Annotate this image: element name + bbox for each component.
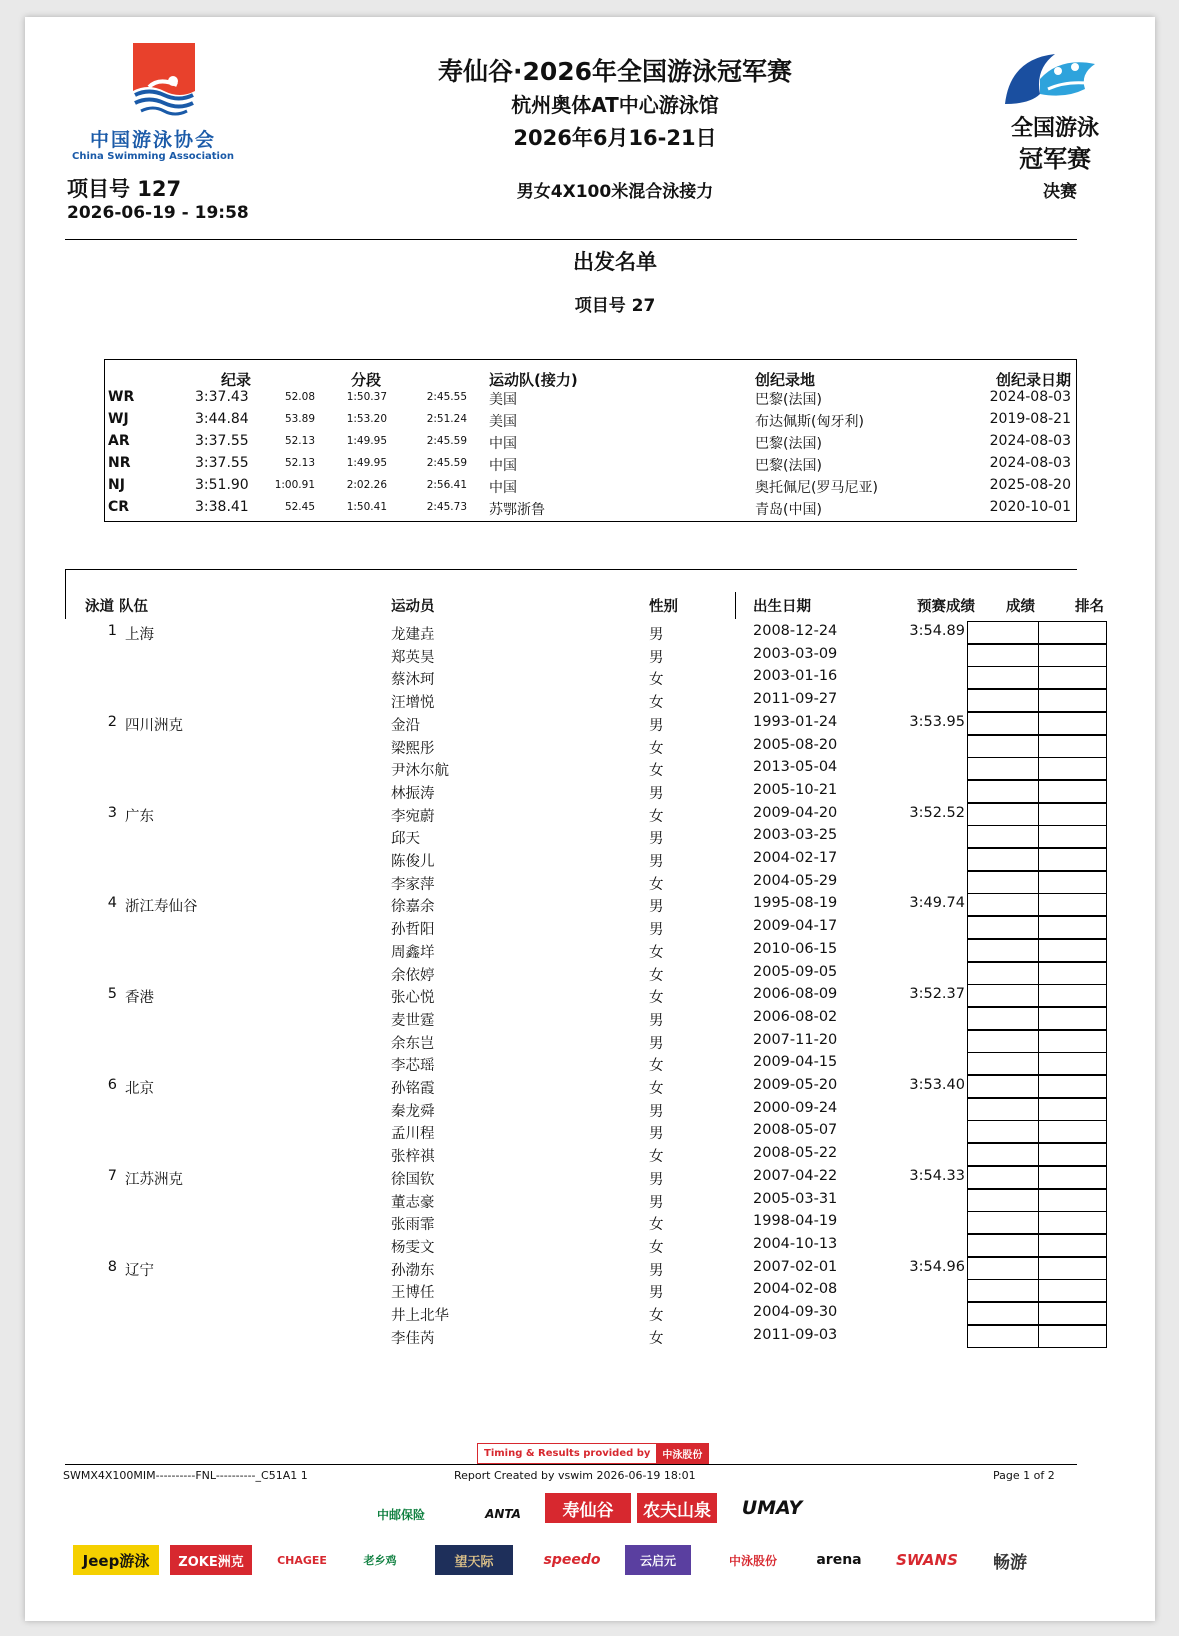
csa-logo bbox=[63, 43, 243, 183]
athlete-name: 张雨霏 bbox=[391, 1217, 435, 1233]
athlete-birth: 2008-05-07 bbox=[753, 1122, 838, 1138]
sponsor-speedo: speedo bbox=[543, 1552, 601, 1568]
result-rank-box bbox=[967, 1211, 1107, 1234]
athlete-birth: 2007-11-20 bbox=[753, 1032, 838, 1048]
athlete-gender: 男 bbox=[649, 899, 664, 915]
athlete-name: 梁熙彤 bbox=[391, 741, 435, 757]
athlete-gender: 男 bbox=[649, 831, 664, 847]
athlete-gender: 女 bbox=[649, 1240, 664, 1256]
result-rank-box bbox=[967, 780, 1107, 803]
championship-logo bbox=[995, 49, 1115, 179]
sponsor-arena: arena bbox=[816, 1552, 862, 1568]
athlete-name: 汪增悦 bbox=[391, 695, 435, 711]
sponsor-shouxiangu: 寿仙谷 bbox=[545, 1493, 631, 1523]
timing-badge bbox=[477, 1443, 709, 1464]
record-team: 中国 bbox=[489, 480, 517, 496]
start-list-page bbox=[25, 17, 1155, 1621]
athlete-name: 徐嘉余 bbox=[391, 899, 435, 915]
athlete-gender: 女 bbox=[649, 1149, 664, 1165]
record-code: NJ bbox=[108, 477, 125, 493]
record-time: 3:37.43 bbox=[195, 389, 249, 405]
records-header-record: 纪录 bbox=[221, 371, 252, 389]
sponsor-zoke: ZOKE洲克 bbox=[170, 1545, 252, 1575]
athlete-birth: 2004-02-08 bbox=[753, 1281, 838, 1297]
result-rank-box bbox=[967, 1189, 1107, 1212]
sponsor-yunqiyuan: 云启元 bbox=[625, 1545, 691, 1575]
team-name: 江苏洲克 bbox=[125, 1172, 183, 1188]
athlete-birth: 2005-08-20 bbox=[753, 737, 838, 753]
athlete-gender: 男 bbox=[649, 854, 664, 870]
athlete-birth: 1995-08-19 bbox=[753, 895, 838, 911]
record-split-3: 2:45.73 bbox=[426, 501, 467, 513]
seed-time: 3:52.52 bbox=[909, 805, 965, 821]
entries-header-birth: 出生日期 bbox=[753, 599, 811, 615]
athlete-name: 张心悦 bbox=[391, 990, 435, 1006]
athlete-name: 蔡沐珂 bbox=[391, 672, 435, 688]
meet-dates: 2026年6月16-21日 bbox=[513, 126, 717, 150]
sponsor-laoxiangji: 老乡鸡 bbox=[363, 1554, 397, 1567]
athlete-name: 林振涛 bbox=[391, 786, 435, 802]
athlete-name: 秦龙舜 bbox=[391, 1104, 435, 1120]
athlete-name: 李宛蔚 bbox=[391, 809, 435, 825]
record-team: 中国 bbox=[489, 436, 517, 452]
record-place: 巴黎(法国) bbox=[755, 436, 822, 452]
athlete-name: 孙渤东 bbox=[391, 1263, 435, 1279]
athlete-name: 郑英昊 bbox=[391, 650, 435, 666]
athlete-birth: 2011-09-27 bbox=[753, 691, 838, 707]
record-split-1: 52.45 bbox=[284, 501, 315, 513]
athlete-gender: 男 bbox=[649, 922, 664, 938]
lane-number: 6 bbox=[107, 1077, 117, 1093]
athlete-birth: 2010-06-15 bbox=[753, 941, 838, 957]
record-place: 布达佩斯(匈牙利) bbox=[755, 414, 864, 430]
athlete-name: 金沿 bbox=[391, 718, 420, 734]
athlete-birth: 2009-04-20 bbox=[753, 805, 838, 821]
team-name: 浙江寿仙谷 bbox=[125, 899, 198, 915]
athlete-gender: 女 bbox=[649, 990, 664, 1006]
athlete-name: 李佳芮 bbox=[391, 1331, 435, 1347]
record-time: 3:37.55 bbox=[195, 433, 249, 449]
athlete-gender: 女 bbox=[649, 1308, 664, 1324]
entries-header-lane-team: 泳道 队伍 bbox=[85, 599, 149, 615]
lane-number: 5 bbox=[107, 986, 117, 1002]
athlete-birth: 2009-04-15 bbox=[753, 1054, 838, 1070]
result-rank-box bbox=[967, 712, 1107, 735]
entries-header-gender: 性别 bbox=[649, 599, 678, 615]
result-rank-box bbox=[967, 1075, 1107, 1098]
result-rank-box bbox=[967, 1325, 1107, 1348]
record-date: 2020-10-01 bbox=[989, 499, 1071, 515]
athlete-gender: 女 bbox=[649, 1331, 664, 1347]
result-rank-box bbox=[967, 871, 1107, 894]
record-code: WR bbox=[108, 389, 135, 405]
athlete-birth: 2003-01-16 bbox=[753, 668, 838, 684]
seed-time: 3:54.33 bbox=[909, 1168, 965, 1184]
team-name: 广东 bbox=[125, 809, 154, 825]
lane-number: 1 bbox=[107, 623, 117, 639]
lane-number: 4 bbox=[107, 895, 117, 911]
result-rank-box bbox=[967, 1098, 1107, 1121]
athlete-gender: 女 bbox=[649, 1217, 664, 1233]
athlete-name: 孙铭霞 bbox=[391, 1081, 435, 1097]
result-rank-box bbox=[967, 621, 1107, 644]
result-rank-box bbox=[967, 984, 1107, 1007]
record-split-1: 52.13 bbox=[284, 435, 315, 447]
record-split-1: 52.08 bbox=[284, 391, 315, 403]
event-round: 决赛 bbox=[1043, 182, 1077, 202]
record-split-2: 1:49.95 bbox=[346, 435, 387, 447]
athlete-name: 尹沐尔航 bbox=[391, 763, 449, 779]
athlete-birth: 1993-01-24 bbox=[753, 714, 838, 730]
sponsor-zhongyong: 中泳股份 bbox=[728, 1553, 777, 1568]
record-split-3: 2:45.59 bbox=[426, 435, 467, 447]
list-subtitle: 项目号 27 bbox=[574, 296, 656, 316]
result-rank-box bbox=[967, 1257, 1107, 1280]
athlete-birth: 2011-09-03 bbox=[753, 1327, 838, 1343]
result-rank-box bbox=[967, 644, 1107, 667]
athlete-gender: 女 bbox=[649, 672, 664, 688]
record-time: 3:44.84 bbox=[195, 411, 249, 427]
athlete-name: 杨雯文 bbox=[391, 1240, 435, 1256]
entries-header-result: 成绩 bbox=[1006, 599, 1035, 615]
athlete-name: 张梓祺 bbox=[391, 1149, 435, 1165]
record-date: 2024-08-03 bbox=[989, 433, 1071, 449]
seed-time: 3:54.89 bbox=[909, 623, 965, 639]
lane-number: 7 bbox=[107, 1168, 117, 1184]
athlete-name: 周鑫垟 bbox=[391, 945, 435, 961]
record-date: 2025-08-20 bbox=[989, 477, 1071, 493]
record-date: 2024-08-03 bbox=[989, 455, 1071, 471]
result-rank-box bbox=[967, 848, 1107, 871]
meet-title: 寿仙谷·2026年全国游泳冠军赛 bbox=[437, 57, 793, 86]
athlete-gender: 男 bbox=[649, 1126, 664, 1142]
record-time: 3:51.90 bbox=[195, 477, 249, 493]
record-date: 2019-08-21 bbox=[989, 411, 1071, 427]
athlete-gender: 女 bbox=[649, 695, 664, 711]
entries-header-divider bbox=[735, 592, 736, 619]
record-place: 奥托佩尼(罗马尼亚) bbox=[755, 480, 878, 496]
csa-emblem-icon bbox=[133, 43, 195, 118]
athlete-birth: 2003-03-09 bbox=[753, 646, 838, 662]
seed-time: 3:54.96 bbox=[909, 1259, 965, 1275]
athlete-gender: 女 bbox=[649, 1058, 664, 1074]
result-rank-box bbox=[967, 1143, 1107, 1166]
list-title: 出发名单 bbox=[573, 250, 657, 274]
athlete-name: 陈俊儿 bbox=[391, 854, 435, 870]
athlete-birth: 2004-10-13 bbox=[753, 1236, 838, 1252]
entries-header-athlete: 运动员 bbox=[391, 599, 435, 615]
record-date: 2024-08-03 bbox=[989, 389, 1071, 405]
result-rank-box bbox=[967, 1234, 1107, 1257]
sponsor-chagee: CHAGEE bbox=[277, 1553, 327, 1567]
result-rank-box bbox=[967, 757, 1107, 780]
result-rank-box bbox=[967, 1302, 1107, 1325]
record-code: AR bbox=[108, 433, 130, 449]
athlete-gender: 男 bbox=[649, 1195, 664, 1211]
championship-name-2: 冠军赛 bbox=[1019, 145, 1091, 173]
result-rank-box bbox=[967, 1052, 1107, 1075]
record-split-1: 53.89 bbox=[284, 413, 315, 425]
record-time: 3:37.55 bbox=[195, 455, 249, 471]
wave-logo-icon bbox=[1000, 49, 1110, 109]
athlete-name: 李芯瑶 bbox=[391, 1058, 435, 1074]
record-split-3: 2:56.41 bbox=[426, 479, 467, 491]
lane-number: 2 bbox=[107, 714, 117, 730]
athlete-birth: 2007-04-22 bbox=[753, 1168, 838, 1184]
athlete-birth: 2008-12-24 bbox=[753, 623, 838, 639]
record-team: 美国 bbox=[489, 414, 517, 430]
result-rank-box bbox=[967, 666, 1107, 689]
athlete-gender: 女 bbox=[649, 1081, 664, 1097]
athlete-birth: 2000-09-24 bbox=[753, 1100, 838, 1116]
result-rank-box bbox=[967, 1120, 1107, 1143]
team-name: 上海 bbox=[125, 627, 154, 643]
championship-name-1: 全国游泳 bbox=[1010, 116, 1099, 141]
seed-time: 3:53.95 bbox=[909, 714, 965, 730]
result-rank-box bbox=[967, 803, 1107, 826]
sponsor-swans: SWANS bbox=[896, 1551, 958, 1569]
team-name: 北京 bbox=[125, 1081, 154, 1097]
result-rank-box bbox=[967, 1279, 1107, 1302]
records-header-place: 创纪录地 bbox=[755, 371, 816, 389]
entries-left-rule bbox=[65, 569, 66, 619]
athlete-birth: 2009-04-17 bbox=[753, 918, 838, 934]
seed-time: 3:53.40 bbox=[909, 1077, 965, 1093]
athlete-gender: 男 bbox=[649, 1104, 664, 1120]
records-header-splits: 分段 bbox=[351, 371, 382, 389]
athlete-gender: 女 bbox=[649, 968, 664, 984]
record-split-1: 52.13 bbox=[284, 457, 315, 469]
athlete-gender: 女 bbox=[649, 741, 664, 757]
athlete-gender: 男 bbox=[649, 718, 664, 734]
athlete-birth: 2013-05-04 bbox=[753, 759, 838, 775]
athlete-gender: 女 bbox=[649, 809, 664, 825]
athlete-birth: 2006-08-02 bbox=[753, 1009, 838, 1025]
record-split-3: 2:51.24 bbox=[426, 413, 467, 425]
record-place: 巴黎(法国) bbox=[755, 392, 822, 408]
record-split-2: 1:50.37 bbox=[346, 391, 387, 403]
record-place: 青岛(中国) bbox=[755, 502, 822, 518]
lane-number: 3 bbox=[107, 805, 117, 821]
team-name: 香港 bbox=[125, 990, 154, 1006]
footer-code: SWMX4X100MIM----------FNL----------_C51A1 1 bbox=[63, 1469, 308, 1482]
record-code: NR bbox=[108, 455, 131, 471]
result-rank-box bbox=[967, 962, 1107, 985]
athlete-name: 麦世霆 bbox=[391, 1013, 435, 1029]
athlete-birth: 2006-08-09 bbox=[753, 986, 838, 1002]
csa-name-cn: 中国游泳协会 bbox=[89, 129, 216, 151]
athlete-name: 余依婷 bbox=[391, 968, 435, 984]
event-number: 项目号 127 bbox=[67, 177, 182, 201]
record-split-2: 2:02.26 bbox=[346, 479, 387, 491]
event-name: 男女4X100米混合泳接力 bbox=[516, 182, 714, 202]
athlete-birth: 2004-09-30 bbox=[753, 1304, 838, 1320]
sponsor-wangtianji: 望天际 bbox=[435, 1545, 513, 1575]
athlete-name: 孟川程 bbox=[391, 1126, 435, 1142]
team-name: 四川洲克 bbox=[125, 718, 183, 734]
athlete-name: 余东岂 bbox=[391, 1036, 435, 1052]
result-rank-box bbox=[967, 825, 1107, 848]
athlete-birth: 2009-05-20 bbox=[753, 1077, 838, 1093]
entries-header-seed: 预赛成绩 bbox=[917, 599, 975, 615]
athlete-name: 李家萍 bbox=[391, 877, 435, 893]
result-rank-box bbox=[967, 1166, 1107, 1189]
team-name: 辽宁 bbox=[125, 1263, 154, 1279]
athlete-birth: 2008-05-22 bbox=[753, 1145, 838, 1161]
athlete-gender: 男 bbox=[649, 627, 664, 643]
athlete-gender: 女 bbox=[649, 763, 664, 779]
sponsor-changyou: 畅游 bbox=[993, 1552, 1027, 1573]
athlete-birth: 2003-03-25 bbox=[753, 827, 838, 843]
seed-time: 3:49.74 bbox=[909, 895, 965, 911]
athlete-gender: 女 bbox=[649, 945, 664, 961]
record-split-2: 1:50.41 bbox=[346, 501, 387, 513]
athlete-birth: 2007-02-01 bbox=[753, 1259, 838, 1275]
result-rank-box bbox=[967, 689, 1107, 712]
athlete-gender: 男 bbox=[649, 1263, 664, 1279]
athlete-name: 王博任 bbox=[391, 1285, 435, 1301]
athlete-name: 徐国钦 bbox=[391, 1172, 435, 1188]
athlete-gender: 女 bbox=[649, 877, 664, 893]
record-team: 苏鄂浙鲁 bbox=[489, 502, 545, 518]
athlete-name: 井上北华 bbox=[391, 1308, 449, 1324]
result-rank-box bbox=[967, 1030, 1107, 1053]
csa-name-en: China Swimming Association bbox=[72, 151, 234, 162]
record-place: 巴黎(法国) bbox=[755, 458, 822, 474]
athlete-gender: 男 bbox=[649, 650, 664, 666]
event-datetime: 2026-06-19 - 19:58 bbox=[67, 203, 249, 223]
athlete-birth: 2005-09-05 bbox=[753, 964, 838, 980]
athlete-name: 孙哲阳 bbox=[391, 922, 435, 938]
record-code: WJ bbox=[108, 411, 129, 427]
athlete-gender: 男 bbox=[649, 1036, 664, 1052]
seed-time: 3:52.37 bbox=[909, 986, 965, 1002]
athlete-name: 董志豪 bbox=[391, 1195, 435, 1211]
timing-label: Timing & Results provided by bbox=[484, 1448, 651, 1459]
athlete-birth: 2005-10-21 bbox=[753, 782, 838, 798]
record-split-2: 1:53.20 bbox=[346, 413, 387, 425]
sponsor-nongfu: 农夫山泉 bbox=[637, 1493, 717, 1523]
lane-number: 8 bbox=[107, 1259, 117, 1275]
sponsor-jeep: Jeep游泳 bbox=[73, 1545, 159, 1575]
result-rank-box bbox=[967, 893, 1107, 916]
athlete-gender: 男 bbox=[649, 1013, 664, 1029]
timing-brand: 中泳股份 bbox=[656, 1444, 708, 1463]
result-rank-box bbox=[967, 1007, 1107, 1030]
entries-header-rank: 排名 bbox=[1075, 599, 1104, 615]
sponsor-chinapost: 中邮保险 bbox=[376, 1507, 425, 1522]
sponsor-anta: ANTA bbox=[485, 1507, 521, 1521]
meet-venue: 杭州奥体AT中心游泳馆 bbox=[511, 93, 719, 117]
entries-top-rule bbox=[65, 569, 1077, 570]
athlete-gender: 男 bbox=[649, 1172, 664, 1188]
record-time: 3:38.41 bbox=[195, 499, 249, 515]
athlete-birth: 2005-03-31 bbox=[753, 1191, 838, 1207]
athlete-birth: 2004-02-17 bbox=[753, 850, 838, 866]
result-rank-box bbox=[967, 735, 1107, 758]
records-header-team: 运动队(接力) bbox=[489, 371, 578, 389]
record-team: 中国 bbox=[489, 458, 517, 474]
record-split-3: 2:45.59 bbox=[426, 457, 467, 469]
athlete-birth: 1998-04-19 bbox=[753, 1213, 838, 1229]
athlete-name: 龙建垚 bbox=[391, 627, 435, 643]
footer-divider bbox=[65, 1464, 1077, 1465]
record-split-3: 2:45.55 bbox=[426, 391, 467, 403]
sponsor-umay: UMAY bbox=[741, 1497, 803, 1519]
header-divider bbox=[65, 239, 1077, 240]
record-code: CR bbox=[108, 499, 130, 515]
record-team: 美国 bbox=[489, 392, 517, 408]
athlete-gender: 男 bbox=[649, 786, 664, 802]
footer-report: Report Created by vswim 2026-06-19 18:01 bbox=[454, 1469, 696, 1482]
result-rank-box bbox=[967, 916, 1107, 939]
athlete-name: 邱天 bbox=[391, 831, 420, 847]
records-header-date: 创纪录日期 bbox=[995, 371, 1071, 389]
footer-page: Page 1 of 2 bbox=[993, 1469, 1055, 1482]
athlete-gender: 男 bbox=[649, 1285, 664, 1301]
result-rank-box bbox=[967, 939, 1107, 962]
record-split-2: 1:49.95 bbox=[346, 457, 387, 469]
athlete-birth: 2004-05-29 bbox=[753, 873, 838, 889]
record-split-1: 1:00.91 bbox=[274, 479, 315, 491]
